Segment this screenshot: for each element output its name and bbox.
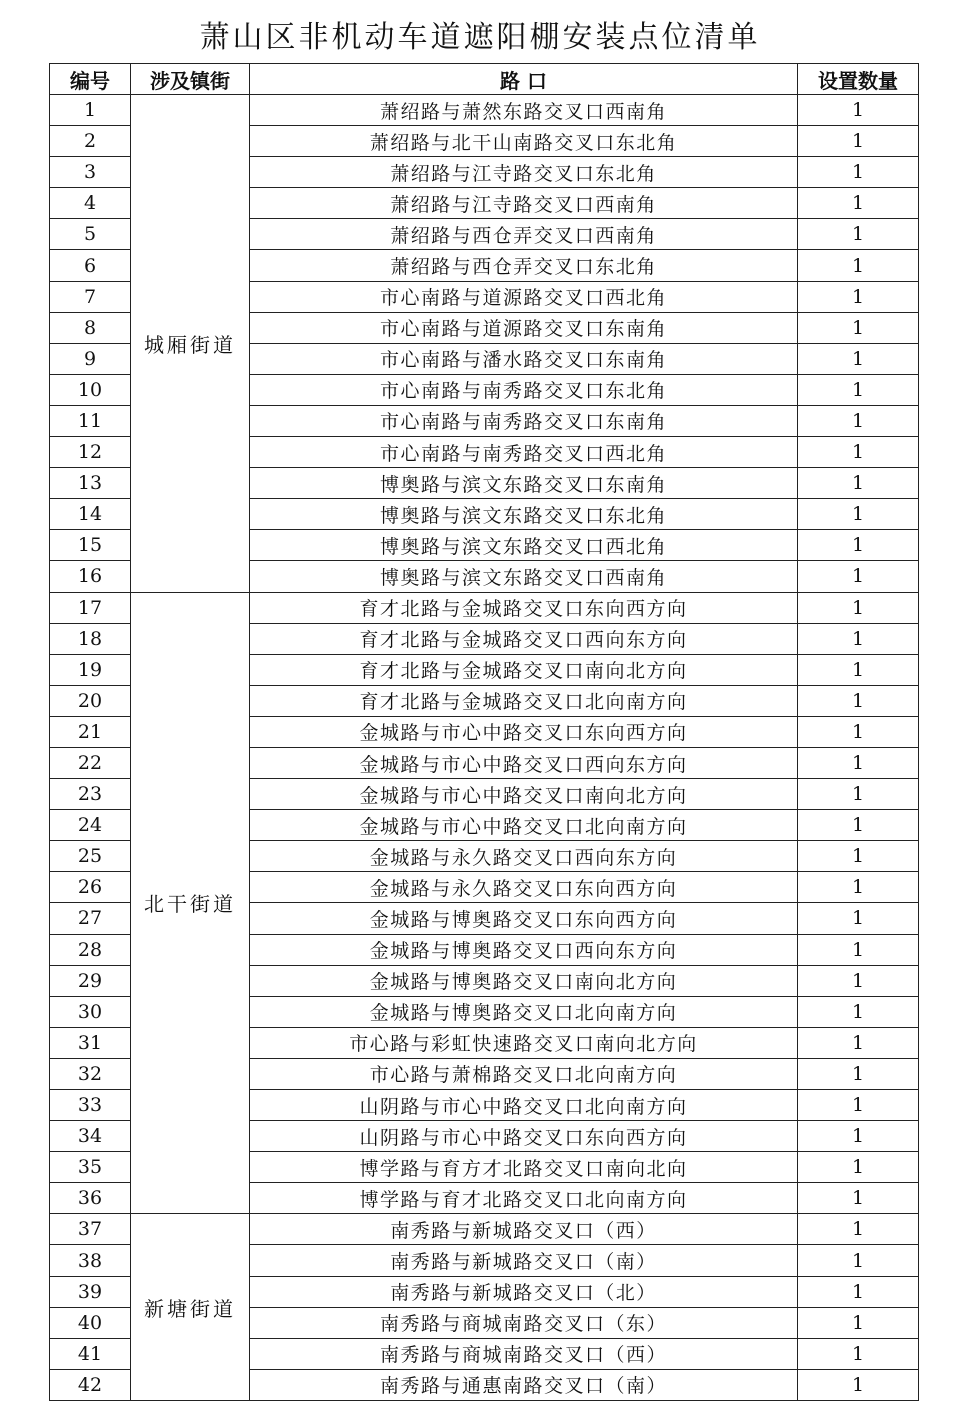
count-cell: 1 [798, 623, 919, 654]
road-cell: 南秀路与新城路交叉口（南） [250, 1245, 798, 1276]
row-number: 16 [50, 561, 131, 592]
row-number: 28 [50, 934, 131, 965]
road-cell: 博奥路与滨文东路交叉口西南角 [250, 561, 798, 592]
road-cell: 金城路与博奥路交叉口南向北方向 [250, 965, 798, 996]
row-number: 25 [50, 841, 131, 872]
row-number: 40 [50, 1307, 131, 1338]
count-cell: 1 [798, 654, 919, 685]
road-cell: 博奥路与滨文东路交叉口东南角 [250, 468, 798, 499]
road-cell: 博奥路与滨文东路交叉口西北角 [250, 530, 798, 561]
road-cell: 博学路与育方才北路交叉口南向北向 [250, 1152, 798, 1183]
road-cell: 萧绍路与西仓弄交叉口西南角 [250, 219, 798, 250]
page-title: 萧山区非机动车道遮阳棚安装点位清单 [199, 20, 761, 55]
road-cell: 市心南路与道源路交叉口西北角 [250, 281, 798, 312]
row-number: 4 [50, 188, 131, 219]
row-number: 9 [50, 343, 131, 374]
row-number: 42 [50, 1369, 131, 1400]
row-number: 27 [50, 903, 131, 934]
count-cell: 1 [798, 747, 919, 778]
road-cell: 金城路与市心中路交叉口南向北方向 [250, 779, 798, 810]
count-cell: 1 [798, 1307, 919, 1338]
row-number: 11 [50, 405, 131, 436]
header-town: 涉及镇街 [131, 64, 250, 95]
count-cell: 1 [798, 343, 919, 374]
town-cell: 新塘街道 [131, 1214, 250, 1401]
row-number: 24 [50, 810, 131, 841]
row-number: 10 [50, 374, 131, 405]
road-cell: 萧绍路与江寺路交叉口东北角 [250, 157, 798, 188]
road-cell: 金城路与市心中路交叉口北向南方向 [250, 810, 798, 841]
road-cell: 金城路与博奥路交叉口西向东方向 [250, 934, 798, 965]
header-road: 路 口 [250, 64, 798, 95]
count-cell: 1 [798, 685, 919, 716]
count-cell: 1 [798, 1183, 919, 1214]
count-cell: 1 [798, 716, 919, 747]
count-cell: 1 [798, 1214, 919, 1245]
row-number: 12 [50, 437, 131, 468]
location-table [49, 63, 919, 1401]
row-number: 41 [50, 1338, 131, 1369]
road-cell: 萧绍路与北干山南路交叉口东北角 [250, 126, 798, 157]
row-number: 26 [50, 872, 131, 903]
count-cell: 1 [798, 1090, 919, 1121]
row-number: 22 [50, 747, 131, 778]
count-cell: 1 [798, 312, 919, 343]
row-number: 37 [50, 1214, 131, 1245]
count-cell: 1 [798, 903, 919, 934]
road-cell: 市心南路与南秀路交叉口东北角 [250, 374, 798, 405]
count-cell: 1 [798, 1027, 919, 1058]
road-cell: 金城路与博奥路交叉口北向南方向 [250, 996, 798, 1027]
road-cell: 育才北路与金城路交叉口东向西方向 [250, 592, 798, 623]
row-number: 35 [50, 1152, 131, 1183]
count-cell: 1 [798, 281, 919, 312]
count-cell: 1 [798, 872, 919, 903]
road-cell: 育才北路与金城路交叉口北向南方向 [250, 685, 798, 716]
count-cell: 1 [798, 1276, 919, 1307]
count-cell: 1 [798, 437, 919, 468]
road-cell: 市心路与萧棉路交叉口北向南方向 [250, 1058, 798, 1089]
road-cell: 萧绍路与江寺路交叉口西南角 [250, 188, 798, 219]
count-cell: 1 [798, 374, 919, 405]
table-header-row [50, 64, 919, 95]
count-cell: 1 [798, 1338, 919, 1369]
row-number: 6 [50, 250, 131, 281]
header-no: 编号 [50, 64, 131, 95]
road-cell: 金城路与博奥路交叉口东向西方向 [250, 903, 798, 934]
row-number: 3 [50, 157, 131, 188]
count-cell: 1 [798, 965, 919, 996]
table-row [50, 95, 919, 126]
count-cell: 1 [798, 779, 919, 810]
count-cell: 1 [798, 1121, 919, 1152]
count-cell: 1 [798, 934, 919, 965]
count-cell: 1 [798, 561, 919, 592]
row-number: 15 [50, 530, 131, 561]
road-cell: 山阴路与市心中路交叉口北向南方向 [250, 1090, 798, 1121]
count-cell: 1 [798, 1152, 919, 1183]
count-cell: 1 [798, 499, 919, 530]
town-cell: 北干街道 [131, 592, 250, 1214]
count-cell: 1 [798, 1058, 919, 1089]
row-number: 30 [50, 996, 131, 1027]
row-number: 2 [50, 126, 131, 157]
row-number: 38 [50, 1245, 131, 1276]
row-number: 20 [50, 685, 131, 716]
road-cell: 南秀路与新城路交叉口（西） [250, 1214, 798, 1245]
road-cell: 南秀路与通惠南路交叉口（南） [250, 1369, 798, 1400]
road-cell: 市心南路与南秀路交叉口西北角 [250, 437, 798, 468]
count-cell: 1 [798, 592, 919, 623]
row-number: 31 [50, 1027, 131, 1058]
road-cell: 市心路与彩虹快速路交叉口南向北方向 [250, 1027, 798, 1058]
count-cell: 1 [798, 468, 919, 499]
row-number: 17 [50, 592, 131, 623]
table-body [50, 95, 919, 1401]
road-cell: 萧绍路与西仓弄交叉口东北角 [250, 250, 798, 281]
row-number: 7 [50, 281, 131, 312]
header-count: 设置数量 [798, 64, 919, 95]
row-number: 5 [50, 219, 131, 250]
row-number: 23 [50, 779, 131, 810]
count-cell: 1 [798, 996, 919, 1027]
row-number: 1 [50, 95, 131, 126]
count-cell: 1 [798, 95, 919, 126]
count-cell: 1 [798, 157, 919, 188]
road-cell: 育才北路与金城路交叉口西向东方向 [250, 623, 798, 654]
row-number: 21 [50, 716, 131, 747]
road-cell: 萧绍路与萧然东路交叉口西南角 [250, 95, 798, 126]
row-number: 29 [50, 965, 131, 996]
road-cell: 市心南路与南秀路交叉口东南角 [250, 405, 798, 436]
row-number: 34 [50, 1121, 131, 1152]
row-number: 19 [50, 654, 131, 685]
road-cell: 南秀路与商城南路交叉口（西） [250, 1338, 798, 1369]
count-cell: 1 [798, 188, 919, 219]
town-cell: 城厢街道 [131, 95, 250, 593]
road-cell: 金城路与市心中路交叉口东向西方向 [250, 716, 798, 747]
count-cell: 1 [798, 1369, 919, 1400]
road-cell: 博学路与育才北路交叉口北向南方向 [250, 1183, 798, 1214]
road-cell: 南秀路与新城路交叉口（北） [250, 1276, 798, 1307]
row-number: 13 [50, 468, 131, 499]
table-row [50, 592, 919, 623]
count-cell: 1 [798, 219, 919, 250]
row-number: 18 [50, 623, 131, 654]
count-cell: 1 [798, 810, 919, 841]
road-cell: 市心南路与道源路交叉口东南角 [250, 312, 798, 343]
count-cell: 1 [798, 841, 919, 872]
road-cell: 博奥路与滨文东路交叉口东北角 [250, 499, 798, 530]
row-number: 36 [50, 1183, 131, 1214]
road-cell: 山阴路与市心中路交叉口东向西方向 [250, 1121, 798, 1152]
road-cell: 南秀路与商城南路交叉口（东） [250, 1307, 798, 1338]
count-cell: 1 [798, 530, 919, 561]
row-number: 32 [50, 1058, 131, 1089]
road-cell: 育才北路与金城路交叉口南向北方向 [250, 654, 798, 685]
count-cell: 1 [798, 250, 919, 281]
road-cell: 金城路与市心中路交叉口西向东方向 [250, 747, 798, 778]
row-number: 14 [50, 499, 131, 530]
count-cell: 1 [798, 126, 919, 157]
road-cell: 金城路与永久路交叉口东向西方向 [250, 872, 798, 903]
road-cell: 市心南路与潘水路交叉口东南角 [250, 343, 798, 374]
row-number: 39 [50, 1276, 131, 1307]
row-number: 33 [50, 1090, 131, 1121]
count-cell: 1 [798, 1245, 919, 1276]
table-row [50, 1214, 919, 1245]
road-cell: 金城路与永久路交叉口西向东方向 [250, 841, 798, 872]
count-cell: 1 [798, 405, 919, 436]
row-number: 8 [50, 312, 131, 343]
